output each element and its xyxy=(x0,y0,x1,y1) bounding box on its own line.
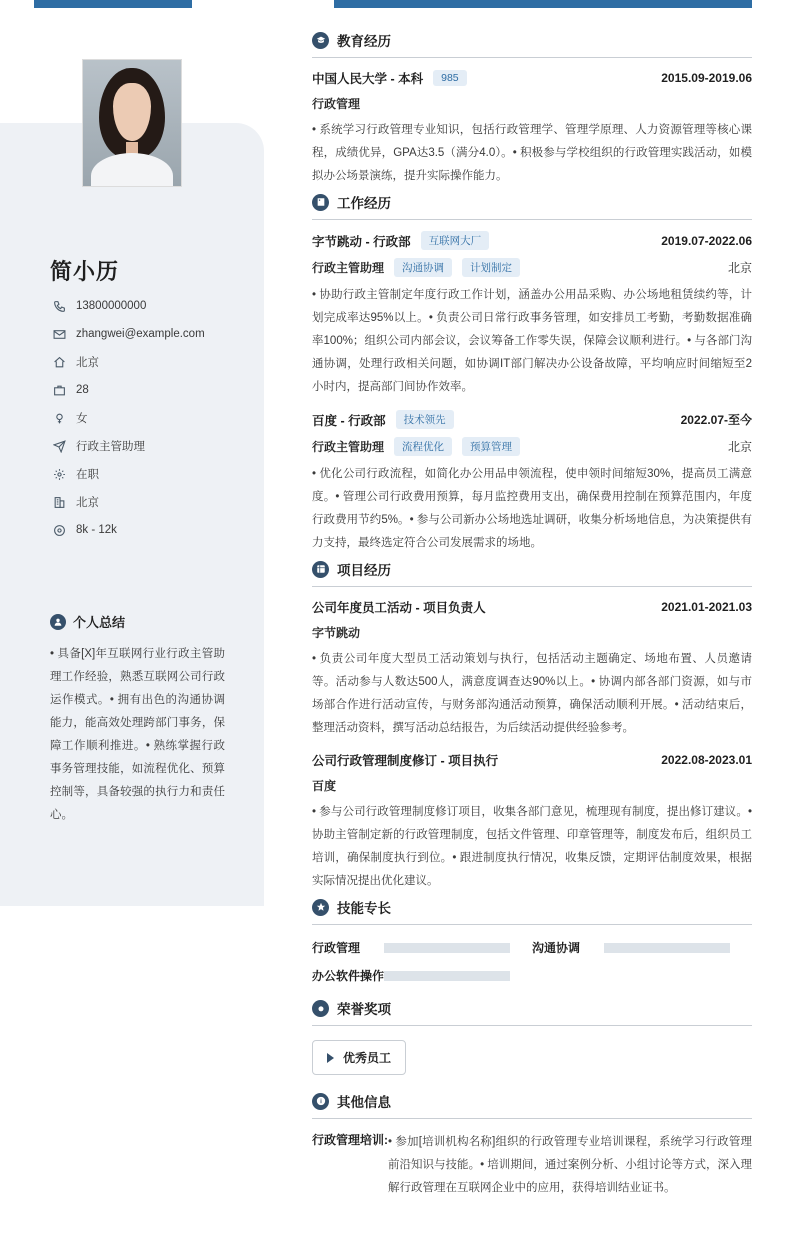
contact-value: zhangwei@example.com xyxy=(76,328,205,340)
contact-value: 28 xyxy=(76,384,89,396)
status-icon xyxy=(50,465,68,483)
graduation-icon xyxy=(312,32,329,49)
list-item xyxy=(50,320,250,348)
star-icon xyxy=(312,899,329,916)
entry-body: • 系统学习行政管理专业知识，包括行政管理学、管理学原理、人力资源管理等核心课程，成绩优异，GPA达3.5（满分4.0）。• 积极参与学校组织的行政管理实践活动，如模拟办公场景演练，提升实际操作能力。 xyxy=(312,124,752,182)
section-header xyxy=(312,30,752,58)
contact-value: 13800000000 xyxy=(76,300,147,312)
work-entry xyxy=(312,399,752,555)
section-skills xyxy=(312,897,752,984)
project-entry xyxy=(312,587,752,740)
section-education xyxy=(312,30,752,188)
entry-date: 2021.01-2021.03 xyxy=(661,600,752,614)
sidebar xyxy=(0,0,264,1240)
contact-value: 北京 xyxy=(76,497,99,509)
section-other xyxy=(312,1091,752,1200)
summary-title: 个人总结 xyxy=(73,615,126,630)
project-entry xyxy=(312,740,752,893)
list-item xyxy=(50,432,250,460)
salary-icon xyxy=(50,521,68,539)
avatar xyxy=(82,59,182,187)
send-icon xyxy=(50,437,68,455)
work-entry xyxy=(312,220,752,399)
skill-name: 行政管理 xyxy=(312,941,361,955)
entry-title: 公司年度员工活动 - 项目负责人 xyxy=(312,601,486,615)
section-title: 项目经历 xyxy=(337,563,391,578)
entry-date: 2015.09-2019.06 xyxy=(661,71,752,85)
phone-icon xyxy=(50,297,68,315)
skill-name: 沟通协调 xyxy=(532,941,581,955)
entry-subtitle: 百度 xyxy=(312,779,337,793)
entry-body: • 协助行政主管制定年度行政工作计划，涵盖办公用品采购、办公场地租赁续约等，计划完成率达95%以上。• 负责公司日常行政事务管理，如安排员工考勤，考勤数据准确率100%；组织公司内部会议，会议筹备工作零失误，保障会议顺利进行。• 与各部门沟通协调，处理行政相关问题，如协调IT部门解决办公设备故障，平均响应时间缩短至2小时内，提高部门间协作效率。 xyxy=(312,289,752,393)
honor-label: 优秀员工 xyxy=(343,1051,392,1065)
contact-value: 在职 xyxy=(76,469,99,481)
skill-tag: 计划制定 xyxy=(462,258,520,277)
skill-bar xyxy=(384,971,510,981)
section-honors xyxy=(312,998,752,1075)
entry-title: 公司行政管理制度修订 - 项目执行 xyxy=(312,754,499,768)
skill-bar xyxy=(604,943,730,953)
list-item xyxy=(312,967,532,984)
play-icon xyxy=(327,1053,334,1063)
status-badge: 互联网大厂 xyxy=(421,231,490,250)
contact-value: 女 xyxy=(76,413,88,425)
section-header xyxy=(312,998,752,1026)
entry-date: 2022.08-2023.01 xyxy=(661,753,752,767)
entry-title: 字节跳动 - 行政部 xyxy=(312,234,411,249)
section-work xyxy=(312,192,752,555)
status-badge: 985 xyxy=(433,70,467,86)
list-item xyxy=(50,488,250,516)
skill-list xyxy=(312,925,752,984)
honor-item[interactable] xyxy=(312,1040,406,1075)
skill-tag: 流程优化 xyxy=(394,437,452,456)
section-title: 工作经历 xyxy=(337,196,391,211)
home-icon xyxy=(50,353,68,371)
section-header xyxy=(312,559,752,587)
other-label: 行政管理培训: xyxy=(312,1133,388,1147)
gender-icon xyxy=(50,409,68,427)
city-icon xyxy=(50,493,68,511)
entry-title: 中国人民大学 - 本科 xyxy=(312,72,424,86)
list-item xyxy=(532,939,752,956)
entry-body: • 优化公司行政流程，如简化办公用品申领流程，使申领时间缩短30%，提高员工满意度。• 管理公司行政费用预算，每月监控费用支出，确保费用控制在预算范围内，年度行政费用节约5%。• 参与公司新办公场地选址调研，收集分析场地信息，为决策提供有力支持，最终选定符合公司发展需求的场地。 xyxy=(312,468,752,549)
list-item xyxy=(50,404,250,432)
summary-block xyxy=(50,612,225,827)
entry-subtitle: 行政管理 xyxy=(312,97,361,111)
section-header xyxy=(312,192,752,220)
contact-list xyxy=(50,292,250,544)
main-content xyxy=(264,0,794,1240)
list-item xyxy=(50,376,250,404)
page-title: 简小历 xyxy=(50,259,120,284)
honor-list xyxy=(312,1026,752,1075)
section-title: 技能专长 xyxy=(337,901,391,916)
entry-date: 2022.07-至今 xyxy=(680,413,752,427)
skill-tag: 预算管理 xyxy=(462,437,520,456)
section-title: 荣誉奖项 xyxy=(337,1002,391,1017)
building-icon xyxy=(312,194,329,211)
skill-tag: 沟通协调 xyxy=(394,258,452,277)
entry-subtitle: 行政主管助理 xyxy=(312,440,385,454)
section-projects xyxy=(312,559,752,893)
section-header xyxy=(312,897,752,925)
entry-subtitle: 行政主管助理 xyxy=(312,261,385,275)
section-title: 教育经历 xyxy=(337,34,391,49)
contact-value: 北京 xyxy=(76,357,99,369)
info-icon xyxy=(312,1093,329,1110)
list-item xyxy=(50,460,250,488)
education-entry xyxy=(312,58,752,188)
list-item xyxy=(50,516,250,544)
skill-bar xyxy=(384,943,510,953)
entry-body: • 负责公司年度大型员工活动策划与执行，包括活动主题确定、场地布置、人员邀请等。活动参与人数达500人，满意度调查达90%以上。• 协调内部各部门资源，如与市场部合作进行活动宣传，与财务部沟通活动预算，确保活动顺利开展。• 活动结束后，整理活动资料，撰写活动总结报告，为后续活动提供经验参考。 xyxy=(312,653,752,734)
status-badge: 技术领先 xyxy=(396,410,454,429)
entry-location: 北京 xyxy=(727,440,752,454)
entry-title: 百度 - 行政部 xyxy=(312,413,386,428)
skill-name: 办公软件操作 xyxy=(312,969,385,983)
other-body: • 参加[培训机构名称]组织的行政管理专业培训课程，系统学习行政管理前沿知识与技能。• 培训期间，通过案例分析、小组讨论等方式，深入理解行政管理在互联网企业中的应用，获得培训结业证书。 xyxy=(388,1136,752,1194)
entry-date: 2019.07-2022.06 xyxy=(661,233,752,248)
contact-value: 8k - 12k xyxy=(76,524,117,536)
contact-value: 行政主管助理 xyxy=(76,441,145,453)
entry-location: 北京 xyxy=(727,261,752,275)
list-item xyxy=(50,348,250,376)
list-item xyxy=(312,939,532,956)
mail-icon xyxy=(50,325,68,343)
accent-bar-right xyxy=(334,0,752,8)
medal-icon xyxy=(312,1000,329,1017)
summary-header xyxy=(50,612,225,631)
list-item xyxy=(50,292,250,320)
section-title: 其他信息 xyxy=(337,1095,391,1110)
briefcase-icon xyxy=(50,381,68,399)
entry-subtitle: 字节跳动 xyxy=(312,626,361,640)
section-header xyxy=(312,1091,752,1119)
summary-text: • 具备[X]年互联网行业行政主管助理工作经验，熟悉互联网公司行政运作模式。• 拥有出色的沟通协调能力，能高效处理跨部门事务，保障工作顺利推进。• 熟练掌握行政事务管理技能，如流程优化、预算控制等，具备较强的执行力和责任心。 xyxy=(50,648,225,821)
other-entry xyxy=(312,1119,752,1200)
grid-icon xyxy=(312,561,329,578)
entry-body: • 参与公司行政管理制度修订项目，收集各部门意见，梳理现有制度，提出修订建议。• 协助主管制定新的行政管理制度，包括文件管理、印章管理等，制度发布后，组织员工培训，确保制度执行到位。• 跟进制度执行情况，收集反馈，定期评估制度效果，根据实际情况提出优化建议。 xyxy=(312,806,752,887)
person-icon xyxy=(50,614,66,630)
